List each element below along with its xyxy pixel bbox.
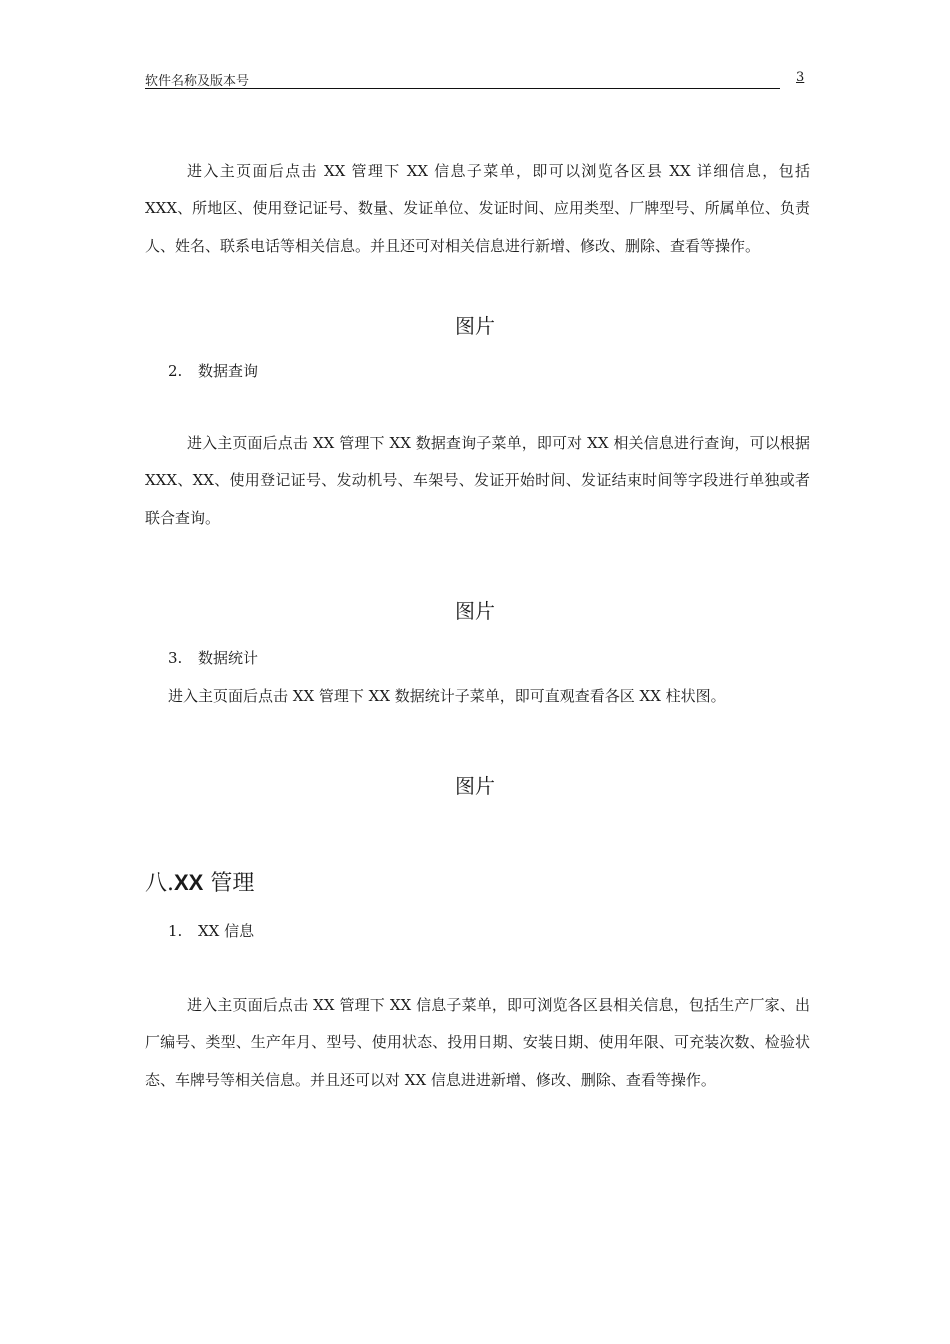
subheading-number: 1. xyxy=(168,922,183,940)
subheading-xx-info xyxy=(168,920,254,941)
paragraph-xx-management-info: 进入主页面后点击 XX 管理下 XX 信息子菜单，即可浏览各区县相关信息，包括生产厂家、出厂编号、类型、生产年月、型号、使用状态、投用日期、安装日期、使用年限、可充装次数、检验状态、车牌号等相关信息。并且还可以对 XX 信息进进新增、修改、删除、查看等操作。 xyxy=(145,996,810,1089)
section-title-suffix: 管理 xyxy=(210,871,255,896)
section-number: 八. xyxy=(145,871,174,896)
header-document-title: 软件名称及版本号 xyxy=(145,74,250,89)
section-title-bold: XX xyxy=(174,870,204,895)
header-divider xyxy=(145,88,780,89)
section-heading-xx-management xyxy=(145,866,254,897)
paragraph-data-statistics: 进入主页面后点击 XX 管理下 XX 数据统计子菜单，即可直观查看各区 XX 柱状图。 xyxy=(168,687,726,705)
paragraph-xx-info: 进入主页面后点击 XX 管理下 XX 信息子菜单，即可以浏览各区县 XX 详细信息，包括 XXX、所地区、使用登记证号、数量、发证单位、发证时间、应用类型、厂牌型号、所属单位、负责人、姓名、联系电话等相关信息。并且还可对相关信息进行新增、修改、删除、查看等操作。 xyxy=(145,162,810,255)
subheading-label: XX 信息 xyxy=(198,922,255,940)
subheading-number: 3. xyxy=(168,649,183,667)
image-placeholder: 图片 xyxy=(455,774,495,798)
subheading-data-query xyxy=(168,360,258,381)
header-page-number: 3 xyxy=(796,70,805,85)
image-placeholder: 图片 xyxy=(455,599,495,623)
paragraph-data-query: 进入主页面后点击 XX 管理下 XX 数据查询子菜单，即可对 XX 相关信息进行查询，可以根据 XXX、XX、使用登记证号、发动机号、车架号、发证开始时间、发证结束时间等字段进行单独或者联合查询。 xyxy=(145,434,810,527)
image-placeholder: 图片 xyxy=(455,314,495,338)
subheading-number: 2. xyxy=(168,362,183,380)
subheading-label: 数据查询 xyxy=(198,362,259,380)
subheading-data-statistics xyxy=(168,647,258,668)
subheading-label: 数据统计 xyxy=(198,649,259,667)
